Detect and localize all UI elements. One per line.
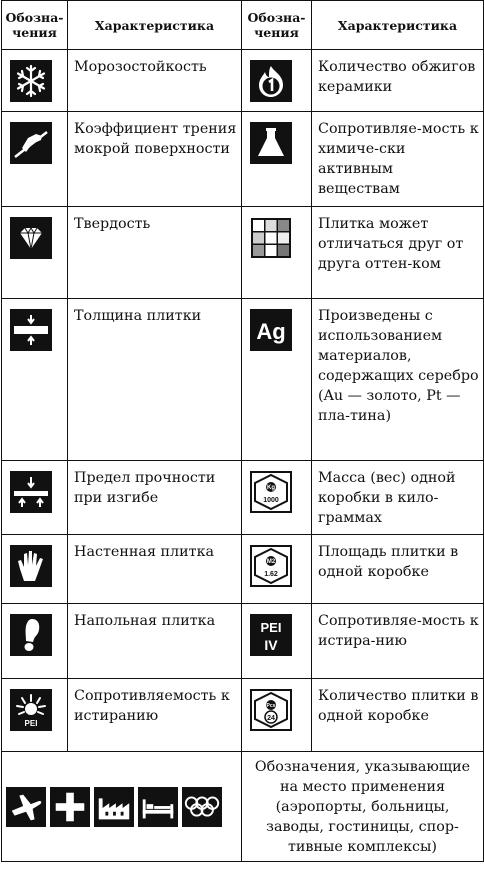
icon-cell — [242, 535, 312, 604]
characteristic-text: Коэффициент трения мокрой поверхности — [68, 112, 242, 207]
icon-cell — [2, 604, 68, 679]
header-characteristic-2: Характеристика — [312, 1, 484, 50]
header-symbols-2 — [242, 1, 312, 50]
pei-iv-class: IV — [264, 637, 278, 653]
box-weight-icon — [250, 471, 292, 513]
icon-cell — [2, 535, 68, 604]
box-area-unit: M2 — [266, 559, 276, 565]
header-row — [2, 1, 484, 50]
icon-cell — [2, 207, 68, 299]
icon-cell — [242, 207, 312, 299]
characteristic-text: Толщина плитки — [68, 299, 242, 461]
characteristic-text: Предел прочности при изгибе — [68, 461, 242, 535]
usage-icons-cell — [2, 752, 242, 862]
diamond-icon — [10, 217, 52, 259]
characteristic-text: Сопротивляе-мость к химиче-ски активным веществам — [312, 112, 484, 207]
hand-icon — [10, 545, 52, 587]
icon-cell — [242, 461, 312, 535]
ag-icon-text: Ag — [256, 319, 286, 344]
icon-cell — [2, 679, 68, 752]
icon-cell — [2, 461, 68, 535]
box-weight-unit: Kg — [267, 485, 275, 491]
table-row — [2, 679, 484, 752]
fire-one-icon — [250, 60, 292, 102]
header-characteristic-1: Характеристика — [68, 1, 242, 50]
pei-wear-label: PEI — [24, 719, 38, 728]
characteristic-text: Сопротивляе-мость к истира-нию — [312, 604, 484, 679]
characteristic-text: Настенная плитка — [68, 535, 242, 604]
pei-iv-icon — [250, 614, 292, 656]
olympic-rings-icon — [182, 787, 222, 827]
shoe-on-slope-icon — [10, 122, 52, 164]
table-row — [2, 112, 484, 207]
characteristic-text: Количество плитки в одной коробке — [312, 679, 484, 752]
usage-places-row — [2, 752, 484, 862]
header-symbols-2-l2: чения — [254, 25, 299, 40]
icon-cell — [242, 679, 312, 752]
characteristic-text: Напольная плитка — [68, 604, 242, 679]
header-symbols-1-l1: Обозна- — [5, 10, 64, 25]
icon-cell — [242, 112, 312, 207]
characteristic-text: Сопротивляемость к истиранию — [68, 679, 242, 752]
footprint-icon — [10, 614, 52, 656]
thickness-icon — [10, 309, 52, 351]
header-symbols-1-l2: чения — [12, 25, 57, 40]
table-row — [2, 299, 484, 461]
box-weight-value: 1000 — [263, 497, 279, 504]
icon-cell — [2, 112, 68, 207]
icon-cell — [2, 299, 68, 461]
symbols-table — [1, 0, 484, 862]
table-row — [2, 207, 484, 299]
box-count-value: 24 — [267, 715, 275, 722]
pei-wear-icon — [10, 689, 52, 731]
box-count-unit: Pcs — [266, 703, 276, 709]
flask-icon — [250, 122, 292, 164]
shade-grid-icon — [250, 217, 292, 259]
icon-cell — [242, 50, 312, 112]
ag-icon — [250, 309, 292, 351]
characteristic-text: Плитка может отличаться друг от друга оттен-ком — [312, 207, 484, 299]
pei-iv-label: PEI — [260, 620, 282, 635]
icon-cell — [242, 299, 312, 461]
snowflake-icon — [10, 60, 52, 102]
cross-icon — [50, 787, 90, 827]
box-area-icon — [250, 545, 292, 587]
box-count-icon — [250, 689, 292, 731]
factory-icon — [94, 787, 134, 827]
table-row — [2, 50, 484, 112]
table-row — [2, 461, 484, 535]
icon-cell — [2, 50, 68, 112]
characteristic-text: Твердость — [68, 207, 242, 299]
characteristic-text: Произведены с использованием материалов, содержащих серебро (Au — золото, Pt — пла-тина) — [312, 299, 484, 461]
box-area-value: 1.62 — [264, 571, 278, 578]
header-symbols-2-l1: Обозна- — [247, 10, 306, 25]
characteristic-text: Площадь плитки в одной коробке — [312, 535, 484, 604]
characteristic-text: Морозостойкость — [68, 50, 242, 112]
bending-strength-icon — [10, 471, 52, 513]
airplane-icon — [6, 787, 46, 827]
characteristic-text: Масса (вес) одной коробки в кило-граммах — [312, 461, 484, 535]
icon-cell — [242, 604, 312, 679]
bed-icon — [138, 787, 178, 827]
usage-places-text: Обозначения, указывающие на место применения (аэропорты, больницы, заводы, гостиницы, спор-тивные комплексы) — [242, 752, 484, 862]
header-symbols-1 — [2, 1, 68, 50]
table-row — [2, 535, 484, 604]
table-row — [2, 604, 484, 679]
characteristic-text: Количество обжигов керамики — [312, 50, 484, 112]
